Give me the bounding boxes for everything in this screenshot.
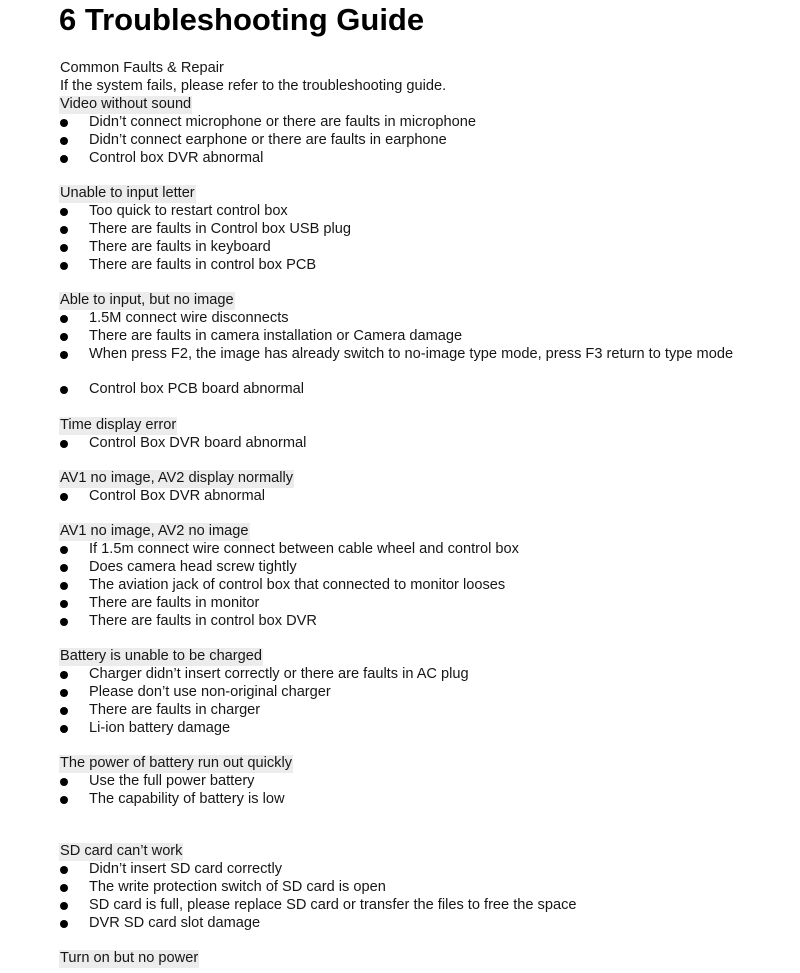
- bullet-icon: [60, 920, 68, 928]
- bullet-icon: [60, 333, 68, 341]
- section-heading-battery-unable-to-charge: Battery is unable to be charged: [60, 648, 263, 664]
- intro-line-1: Common Faults & Repair: [60, 60, 224, 76]
- section-heading-sd-card-cant-work: SD card can’t work: [60, 843, 183, 859]
- bullet-icon: [60, 262, 68, 270]
- section-heading-able-to-input-no-image: Able to input, but no image: [60, 292, 234, 308]
- intro-line-2: If the system fails, please refer to the troubleshooting guide.: [60, 78, 447, 94]
- list-item: Please don’t use non-original charger: [58, 684, 758, 702]
- list-item: Charger didn’t insert correctly or there are faults in AC plug: [58, 666, 758, 684]
- list-item: DVR SD card slot damage: [58, 915, 758, 933]
- bullet-icon: [60, 440, 68, 448]
- list-item: The capability of battery is low: [58, 791, 758, 809]
- bullet-icon: [60, 386, 68, 394]
- bullet-icon: [60, 493, 68, 501]
- list-item: 1.5M connect wire disconnects: [58, 310, 758, 328]
- list-item: The aviation jack of control box that connected to monitor looses: [58, 577, 758, 595]
- list-item: There are faults in camera installation or Camera damage: [58, 328, 758, 346]
- section-heading-av1-no-image-av2-normal: AV1 no image, AV2 display normally: [60, 470, 294, 486]
- bullet-icon: [60, 155, 68, 163]
- section-heading-video-without-sound: Video without sound: [60, 96, 192, 112]
- bullet-icon: [60, 582, 68, 590]
- list-item: SD card is full, please replace SD card or transfer the files to free the space: [58, 897, 758, 915]
- section-heading-battery-runs-out: The power of battery run out quickly: [60, 755, 292, 771]
- list-item: The write protection switch of SD card is open: [58, 879, 758, 897]
- list-item: There are faults in control box DVR: [58, 613, 758, 631]
- list-item: Control box PCB board abnormal: [58, 381, 758, 399]
- list-item: There are faults in keyboard: [58, 239, 758, 257]
- bullet-icon: [60, 778, 68, 786]
- list-item: Li-ion battery damage: [58, 720, 758, 738]
- bullet-icon: [60, 315, 68, 323]
- list-item: Control Box DVR board abnormal: [58, 435, 758, 453]
- bullet-icon: [60, 351, 68, 359]
- bullet-icon: [60, 725, 68, 733]
- list-item: Use the full power battery: [58, 773, 758, 791]
- list-item: Didn’t connect earphone or there are faults in earphone: [58, 132, 758, 150]
- bullet-icon: [60, 226, 68, 234]
- list-item: There are faults in Control box USB plug: [58, 221, 758, 239]
- bullet-icon: [60, 119, 68, 127]
- section-heading-turn-on-no-power: Turn on but no power: [60, 950, 199, 966]
- section-heading-time-display-error: Time display error: [60, 417, 177, 433]
- list-item: There are faults in monitor: [58, 595, 758, 613]
- list-item: There are faults in charger: [58, 702, 758, 720]
- bullet-icon: [60, 546, 68, 554]
- list-item: There are faults in control box PCB: [58, 257, 758, 275]
- bullet-icon: [60, 564, 68, 572]
- list-item: If 1.5m connect wire connect between cable wheel and control box: [58, 541, 758, 559]
- bullet-icon: [60, 902, 68, 910]
- bullet-icon: [60, 600, 68, 608]
- bullet-icon: [60, 671, 68, 679]
- bullet-icon: [60, 618, 68, 626]
- list-item: Control Box DVR abnormal: [58, 488, 758, 506]
- bullet-icon: [60, 244, 68, 252]
- bullet-icon: [60, 689, 68, 697]
- list-item: Does camera head screw tightly: [58, 559, 758, 577]
- bullet-icon: [60, 866, 68, 874]
- bullet-icon: [60, 137, 68, 145]
- section-heading-unable-to-input-letter: Unable to input letter: [60, 185, 195, 201]
- bullet-icon: [60, 796, 68, 804]
- list-item: Didn’t insert SD card correctly: [58, 861, 758, 879]
- list-item: Too quick to restart control box: [58, 203, 758, 221]
- bullet-icon: [60, 884, 68, 892]
- list-item: When press F2, the image has already switch to no-image type mode, press F3 return to type mode: [58, 346, 758, 364]
- list-item: Control box DVR abnormal: [58, 150, 758, 168]
- bullet-icon: [60, 707, 68, 715]
- bullet-icon: [60, 208, 68, 216]
- page-title: 6 Troubleshooting Guide: [59, 2, 425, 37]
- section-heading-av1-av2-no-image: AV1 no image, AV2 no image: [60, 523, 249, 539]
- list-item: Didn’t connect microphone or there are faults in microphone: [58, 114, 758, 132]
